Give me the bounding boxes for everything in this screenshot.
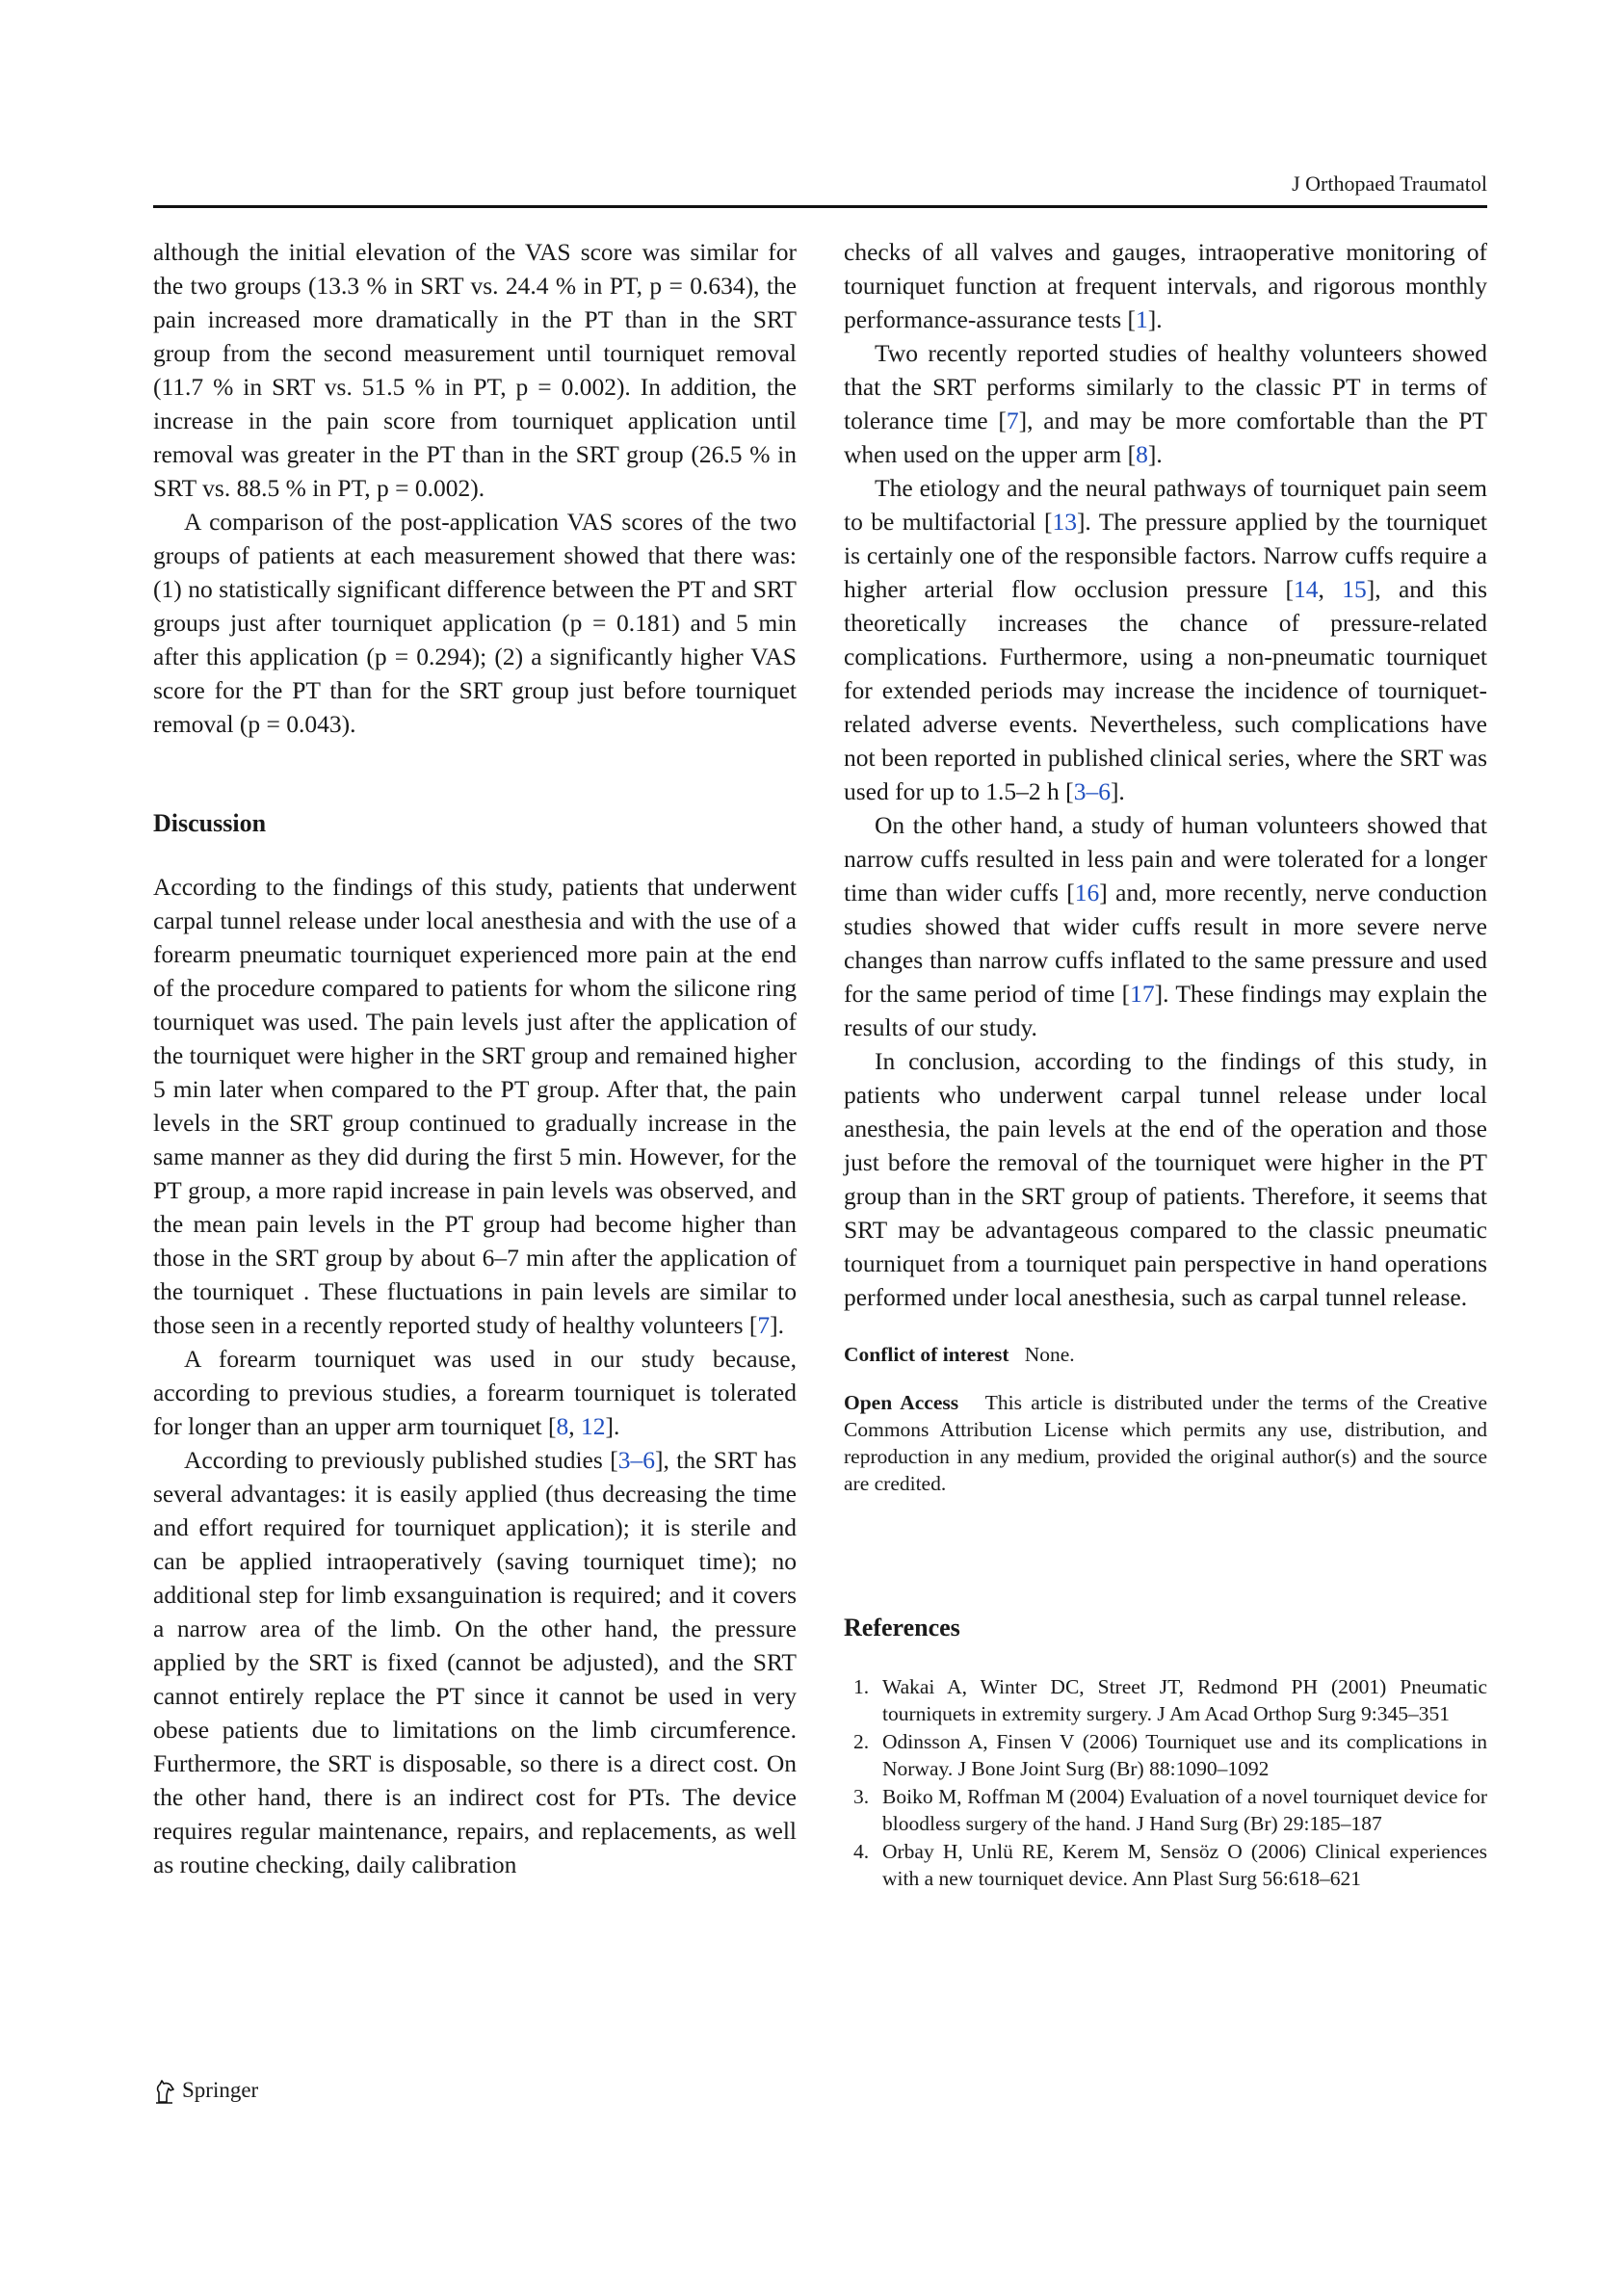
citation-link[interactable]: 3–6 (617, 1446, 655, 1474)
reference-item: 4. Orbay H, Unlü RE, Kerem M, Sensöz O (2006) Clinical experiences with a new tourniquet device. Ann Plast Surg 56:618–621 (853, 1840, 1487, 1890)
right-column (844, 235, 1487, 1893)
citation-link[interactable]: 8 (556, 1412, 569, 1440)
paragraph: According to previously published studies [3–6], the SRT has several advantages: it is easily applied (thus decreasing the time and effort required for tourniquet application); it is sterile and can be applied intraoperatively (saving tourniquet time); no additional step for limb exsanguination is required; and it covers a narrow area of the limb. On the other hand, the pressure applied by the SRT is fixed (cannot be adjusted), and the SRT cannot entirely replace the PT since it cannot be used in very obese patients due to limitations on the limb circumference. Furthermore, the SRT is disposable, so there is a direct cost. On the other hand, there is an indirect cost for PTs. The device requires regular maintenance, repairs, and replacements, as well as routine checking, daily calibration (153, 1446, 797, 1878)
citation-link[interactable]: 3–6 (1073, 777, 1111, 805)
citation-link[interactable]: 15 (1342, 575, 1367, 603)
publisher-name: Springer (182, 2078, 259, 2102)
paragraph: The etiology and the neural pathways of tourniquet pain seem to be multifactorial [13]. The pressure applied by the tourniquet is certainly one of the responsible factors. Narrow cuffs require a higher arterial flow occlusion pressure [14, 15], and this theoretically increases the chance of pressure-related complications. Furthermore, using a non-pneumatic tourniquet for extended periods may increase the incidence of tourniquet-related adverse events. Nevertheless, such complications have not been reported in published clinical series, where the SRT was used for up to 1.5–2 h [3–6]. (844, 474, 1487, 805)
citation-link[interactable]: 8 (1136, 440, 1148, 468)
reference-item: 1. Wakai A, Winter DC, Street JT, Redmond PH (2001) Pneumatic tourniquets in extremity surgery. J Am Acad Orthop Surg 9:345–351 (853, 1675, 1487, 1725)
left-column (153, 235, 797, 1881)
paragraph: According to the findings of this study, patients that underwent carpal tunnel release under local anesthesia and with the use of a forearm pneumatic tourniquet experienced more pain at the end of the procedure compared to patients for whom the silicone ring tourniquet was used. The pain levels just after the application of the tourniquet were higher in the SRT group and remained higher 5 min later when compared to the PT group. After that, the pain levels in the SRT group continued to gradually increase in the same manner as they did during the first 5 min. However, for the PT group, a more rapid increase in pain levels was observed, and the mean pain levels in the PT group had become higher than those in the SRT group by about 6–7 min after the application of the tourniquet . These fluctuations in pain levels are similar to those seen in a recently reported study of healthy volunteers [7]. (153, 873, 797, 1339)
citation-link[interactable]: 1 (1136, 305, 1148, 333)
paragraph: A comparison of the post-application VAS scores of the two groups of patients at each measurement showed that there was: (1) no statistically significant difference between the PT and SRT groups just after tourniquet application (p = 0.181) and 5 min after this application (p = 0.294); (2) a significantly higher VAS score for the PT than for the SRT group just before tourniquet removal (p = 0.043). (153, 508, 797, 738)
header-divider (153, 205, 1487, 208)
open-access-statement: Open Access This article is distributed under the terms of the Creative Commons Attribution License which permits any use, distribution, and reproduction in any medium, provided the original author(s) and the source are credited. (844, 1391, 1487, 1495)
springer-horse-icon (153, 2077, 176, 2104)
citation-link[interactable]: 7 (1006, 407, 1019, 434)
paragraph: although the initial elevation of the VAS score was similar for the two groups (13.3 % in SRT vs. 24.4 % in PT, p = 0.634), the pain increased more dramatically in the PT than in the SRT group from the second measurement until tourniquet removal (11.7 % in SRT vs. 51.5 % in PT, p = 0.002). In addition, the increase in the pain score from tourniquet application until removal was greater in the PT than in the SRT group (26.5 % in SRT vs. 88.5 % in PT, p = 0.002). (153, 238, 797, 502)
section-heading-references: References (844, 1614, 960, 1641)
paragraph: Two recently reported studies of healthy volunteers showed that the SRT performs similarly to the classic PT in terms of tolerance time [7], and may be more comfortable than the PT when used on the upper arm [8]. (844, 339, 1487, 468)
reference-item: 3. Boiko M, Roffman M (2004) Evaluation of a novel tourniquet device for bloodless surgery of the hand. J Hand Surg (Br) 29:185–187 (853, 1785, 1487, 1835)
paragraph: checks of all valves and gauges, intraoperative monitoring of tourniquet function at frequent intervals, and rigorous monthly performance-assurance tests [1]. (844, 238, 1487, 333)
reference-item: 2. Odinsson A, Finsen V (2006) Tourniquet use and its complications in Norway. J Bone Joint Surg (Br) 88:1090–1092 (853, 1730, 1487, 1780)
conflict-of-interest: Conflict of interest None. (844, 1343, 1075, 1366)
citation-link[interactable]: 12 (580, 1412, 606, 1440)
paragraph: On the other hand, a study of human volunteers showed that narrow cuffs resulted in less pain and were tolerated for a longer time than wider cuffs [16] and, more recently, nerve conduction studies showed that wider cuffs result in more severe nerve changes than narrow cuffs inflated to the same pressure and used for the same period of time [17]. These findings may explain the results of our study. (844, 811, 1487, 1041)
citation-link[interactable]: 16 (1074, 879, 1100, 906)
section-heading-discussion: Discussion (153, 809, 267, 837)
publisher-footer (153, 2077, 258, 2104)
reference-list (844, 1673, 1487, 1892)
citation-link[interactable]: 14 (1294, 575, 1319, 603)
citation-link[interactable]: 13 (1052, 508, 1077, 536)
paragraph: In conclusion, according to the findings of this study, in patients who underwent carpal tunnel release under local anesthesia, the pain levels at the end of the operation and those just before the removal of the tourniquet were higher in the PT group than in the SRT group of patients. Therefore, it seems that SRT may be advantageous compared to the classic pneumatic tourniquet from a tourniquet pain perspective in hand operations performed under local anesthesia, such as carpal tunnel release. (844, 1047, 1487, 1311)
citation-link[interactable]: 17 (1130, 980, 1155, 1008)
paragraph: A forearm tourniquet was used in our study because, according to previous studies, a forearm tourniquet is tolerated for longer than an upper arm tourniquet [8, 12]. (153, 1345, 797, 1440)
citation-link[interactable]: 7 (757, 1311, 771, 1339)
journal-name: J Orthopaed Traumatol (1292, 171, 1487, 196)
